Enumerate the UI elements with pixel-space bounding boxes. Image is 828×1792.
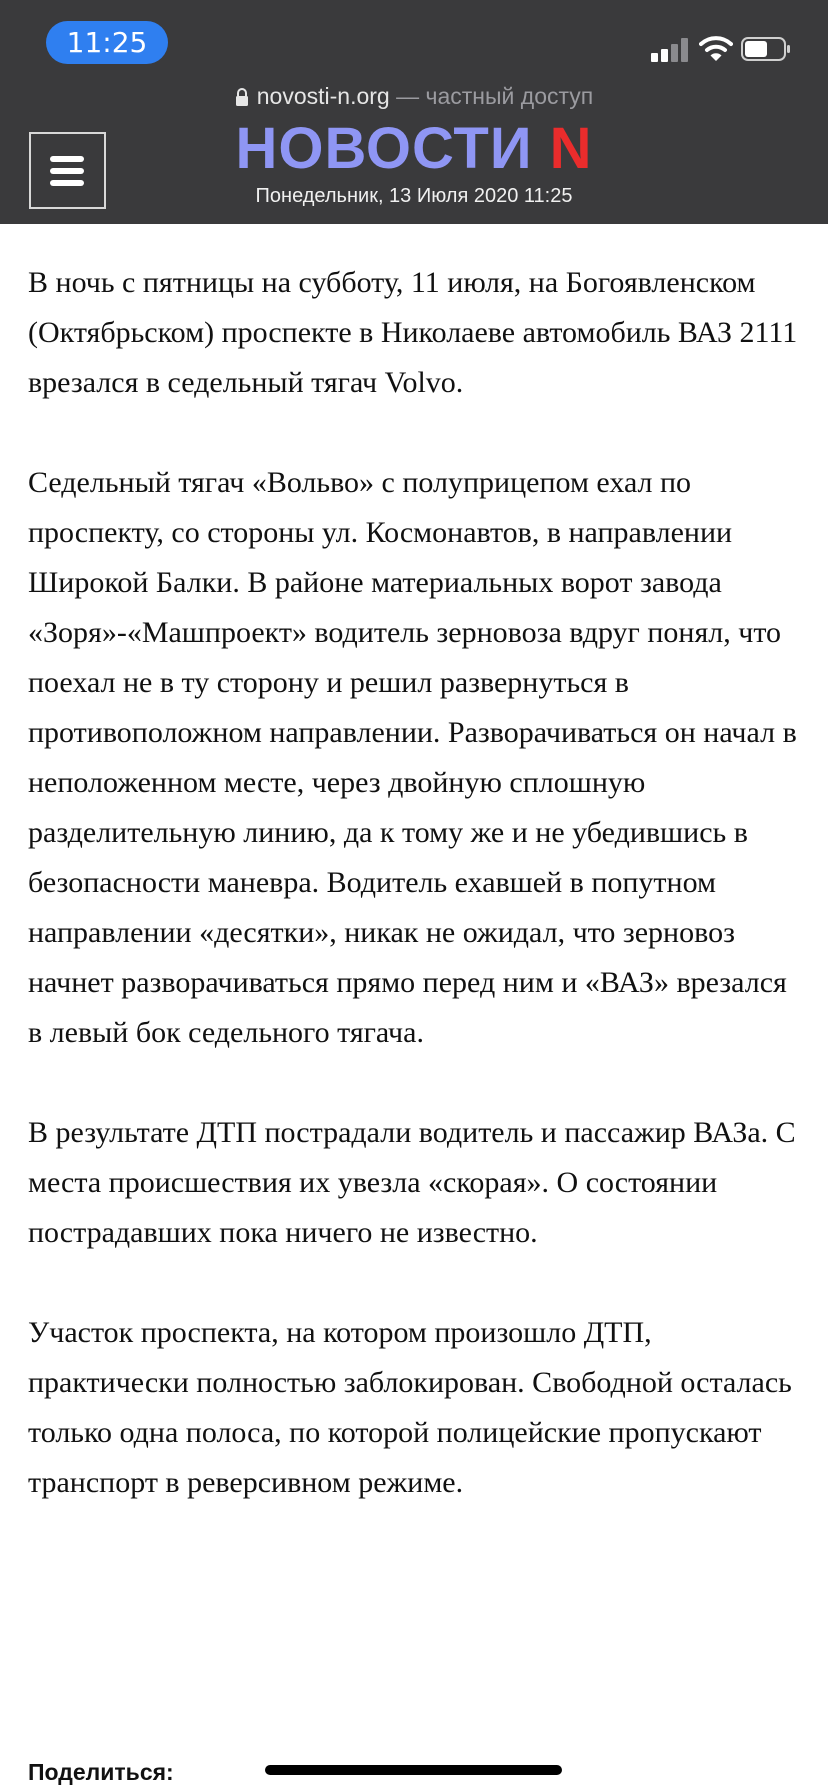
site-header bbox=[0, 116, 828, 224]
status-bar bbox=[0, 0, 828, 80]
status-time[interactable]: 11:25 bbox=[46, 21, 168, 64]
url-domain: novosti-n.org bbox=[256, 83, 390, 109]
article-paragraph: Участок проспекта, на котором произошло ДТП, практически полностью заблокирован. Свободной осталась только одна полоса, по которой полицейские пропускают транспорт в реверсивном режиме. bbox=[28, 1316, 792, 1499]
header-date: Понедельник, 13 Июля 2020 11:25 bbox=[255, 185, 573, 207]
share-label: Поделиться: bbox=[28, 1759, 174, 1785]
site-logo[interactable] bbox=[0, 116, 828, 182]
article-paragraph: В ночь с пятницы на субботу, 11 июля, на Богоявленском (Октябрьском) проспекте в Николаеве автомобиль ВАЗ 2111 врезался в седельный тягач Volvo. bbox=[28, 266, 798, 399]
battery-icon bbox=[741, 37, 791, 61]
url-access-note: — частный доступ bbox=[389, 83, 594, 109]
logo-text: НОВОСТИ bbox=[235, 116, 550, 181]
article-paragraph: Седельный тягач «Вольво» с полуприцепом ехал по проспекту, со стороны ул. Космонавтов, в направлении Широкой Балки. В районе материальных ворот завода «Зоря»-«Машпроект» водитель зерновоза вдруг понял, что поехал не в ту сторону и решил развернуться в противоположном направлении. Разворачиваться он начал в неположенном месте, через двойную сплошную разделительную линию, да к тому же и не убедившись в безопасности маневра. Водитель ехавшей в попутном направлении «десятки», никак не ожидал, что зерновоз начнет разворачиваться прямо перед ним и «ВАЗ» врезался в левый бок седельного тягача. bbox=[28, 466, 797, 1049]
top-bar bbox=[0, 0, 828, 224]
address-bar[interactable] bbox=[0, 76, 828, 116]
article-paragraph: В результате ДТП пострадали водитель и пассажир ВАЗа. С места происшествия их увезла «скорая». О состоянии пострадавших пока ничего не известно. bbox=[28, 1116, 796, 1249]
wifi-icon bbox=[699, 34, 733, 62]
lock-icon bbox=[235, 88, 249, 106]
home-indicator[interactable] bbox=[265, 1765, 562, 1775]
article-body bbox=[28, 258, 800, 1558]
logo-n: N bbox=[549, 116, 593, 181]
cellular-signal-icon bbox=[651, 36, 691, 62]
